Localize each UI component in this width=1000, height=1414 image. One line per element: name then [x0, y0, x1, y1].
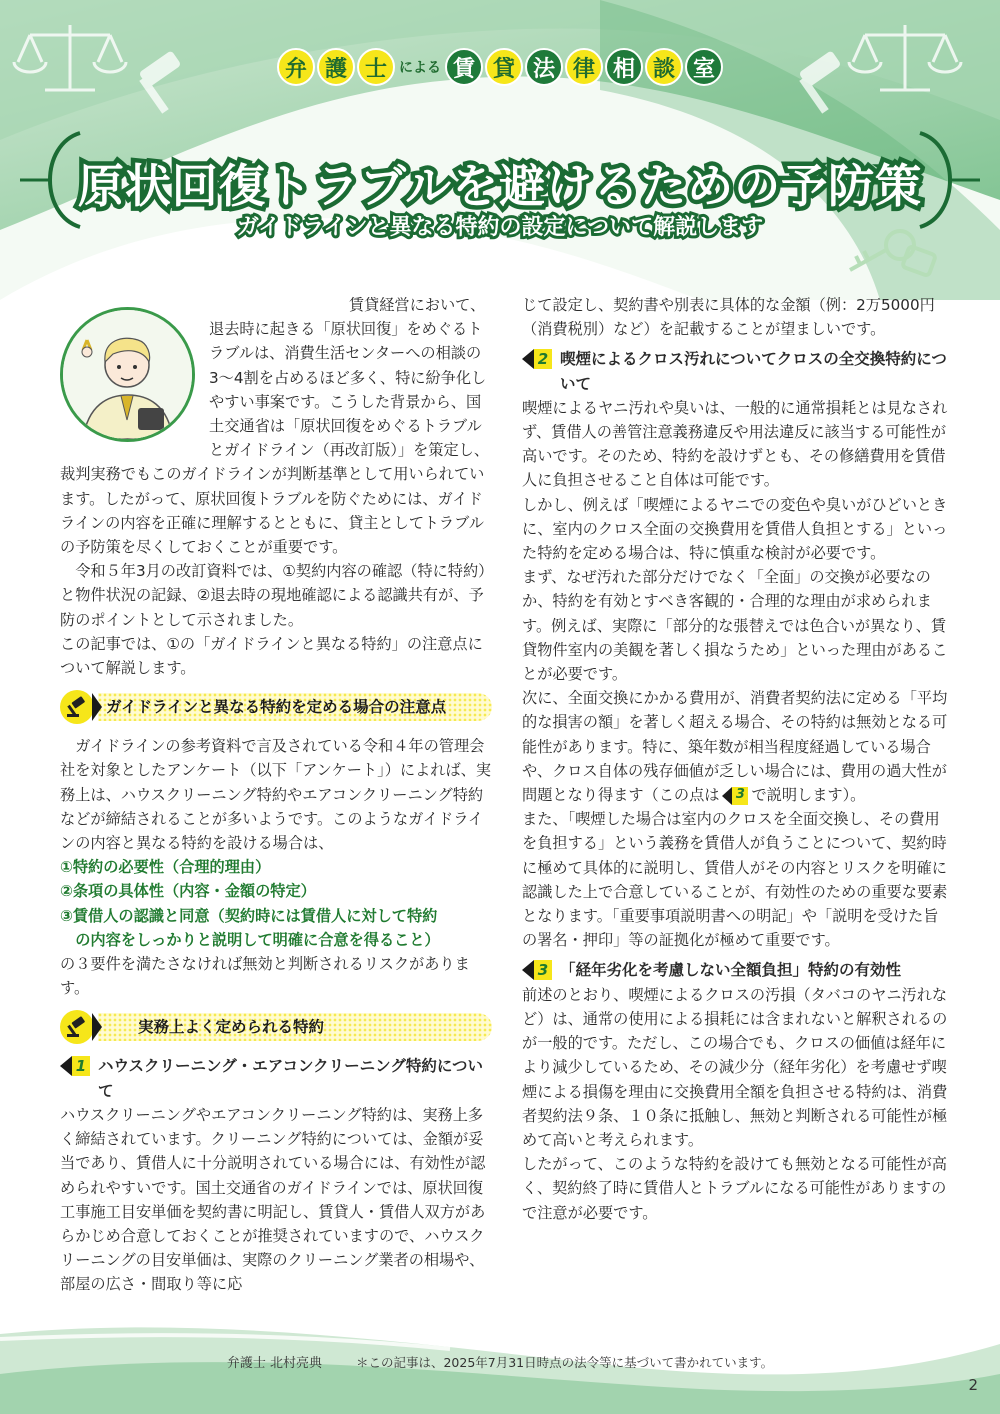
item2-paragraph-5: また、「喫煙した場合は室内のクロスを全面交換し、その費用を負担する」という義務を賃借人が負うことについて、契約時に極めて具体的に説明し、賃借人がその内容とリスクを明確に認識した上で合意していることが、有効性のための重要な要素となります。「重要事項説明書への明記」や「説明を受けた旨の署名・押印」等の証拠化が極めて重要です。 — [522, 810, 948, 950]
section1-paragraph: ガイドラインの参考資料で言及されている令和４年の管理会社を対象としたアンケート（以下「アンケート」）によれば、実務上は、ハウスクリーニング特約やエアコンクリーニング特約などが締結されることが多いようです。このようなガイドラインの内容と異なる特約を設ける場合は、 — [60, 737, 492, 853]
item-heading-text: ハウスクリーニング・エアコンクリーニング特約について — [98, 1057, 484, 1100]
series-char: 護 — [317, 48, 355, 86]
item3-paragraph-2: したがって、このような特約を設けても無効となる可能性が高く、契約終了時に賃借人とトラブルになる可能性がありますので注意が必要です。 — [522, 1155, 947, 1222]
number-tag: 2 — [522, 349, 552, 369]
series-char: 室 — [685, 48, 723, 86]
flag-icon — [92, 1013, 102, 1041]
item-heading-2 — [522, 347, 952, 395]
flag-icon — [92, 693, 102, 721]
requirement-3: ③賃借人の認識と同意（契約時には賃借人に対して特約 — [60, 906, 438, 925]
page-subtitle: ガイドラインと異なる特約の設定について解説します — [236, 215, 764, 240]
series-char: 士 — [357, 48, 395, 86]
intro-paragraph-1: 賃貸経営において、退去時に起きる「原状回復」をめぐるトラブルは、消費生活センターへの相談の3〜4割を占めるほど多く、特に紛争化しやすい事案です。こうした背景から、国土交通省は「原状回復をめぐるトラブルとガイドライン（再改訂版）」を策定し、裁判実務でもこのガイドラインが判断基準として用いられています。したがって、原状回復トラブルを防ぐためには、ガイドラインの内容を正確に理解するとともに、貸主としてトラブルの予防策を尽くしておくことが重要です。 — [60, 296, 490, 557]
item1-paragraph: ハウスクリーニングやエアコンクリーニング特約は、実務上多く締結されています。クリーニング特約については、金額が妥当であり、賃借人に十分説明されている場合には、有効性が認められやすいです。国土交通省のガイドラインでは、原状回復工事施工目安単価を契約書に明記し、賃貸人・賃借人双方があらかじめ合意しておくことが推奨されていますので、ハウスクリーニングの目安単価は、実際のクリーニング業者の相場や、部屋の広さ・間取り等に応 — [60, 1105, 486, 1294]
series-char: 賃 — [445, 48, 483, 86]
item-heading-3 — [522, 958, 952, 982]
series-char: 相 — [605, 48, 643, 86]
page-title: 原状回復トラブルを避けるための予防策 — [77, 159, 923, 213]
requirement-2: ②条項の具体性（内容・金額の特定） — [60, 882, 316, 901]
item-heading-text: 「経年劣化を考慮しない全額負担」特約の有効性 — [560, 961, 902, 980]
lawyer-illustration — [60, 307, 195, 442]
section-heading-text: ガイドラインと異なる特約を定める場合の注意点 — [98, 693, 492, 721]
item2-paragraph-4: 次に、全面交換にかかる費用が、消費者契約法に定める「平均的な損害の額」を著しく超える場合、その特約は無効となる可能性があります。特に、築年数が相当程度経過している場合や、クロス自体の残存価値が乏しい場合には、費用の過大性が問題となり得ます（この点は 3 で説明します）。 — [522, 689, 948, 805]
number-tag: 1 — [60, 1056, 90, 1076]
requirement-3-cont: の内容をしっかりと説明して明確に合意を得ること） — [75, 930, 440, 949]
intro-paragraph-2: 令和５年3月の改訂資料では、①契約内容の確認（特に特約）と物件状況の記録、②退去時の現地確認による認識共有が、予防のポイントとして示されました。 — [60, 562, 486, 629]
series-char: 律 — [565, 48, 603, 86]
right-column — [522, 293, 952, 1225]
gavel-icon — [60, 1010, 94, 1044]
series-connector: による — [399, 60, 441, 76]
item2-paragraph-2: しかし、例えば「喫煙によるヤニでの変色や臭いがひどいときに、室内のクロス全面の交換費用を賃借人負担とする」といった特約を定める場合は、特に慎重な検討が必要です。 — [522, 495, 948, 563]
section-heading-1 — [60, 690, 492, 724]
intro-paragraph-3: この記事では、①の「ガイドラインと異なる特約」の注意点について解説します。 — [60, 634, 483, 678]
series-char: 弁 — [277, 48, 315, 86]
item-heading-text: 喫煙によるクロス汚れについてクロスの全交換特約について — [560, 350, 947, 393]
item2-paragraph-3: まず、なぜ汚れた部分だけでなく「全面」の交換が必要なのか、特約を有効とすべき客観的・合理的な理由が求められます。例えば、実際に「部分的な張替えでは色合いが異なり、賃貸物件室内の美観を著しく損なうため」といった理由があることが必要です。 — [522, 568, 948, 684]
section1-conclusion: の３要件を満たさなければ無効と判断されるリスクがあります。 — [60, 955, 470, 998]
requirement-1: ①特約の必要性（合理的理由） — [60, 858, 271, 877]
continued-paragraph: じて設定し、契約書や別表に具体的な金額（例：2万5000円（消費税別）など）を記載することが望ましいです。 — [522, 296, 935, 339]
page-number: 2 — [968, 1376, 978, 1394]
series-char: 談 — [645, 48, 683, 86]
footer — [0, 1352, 1000, 1371]
left-column — [60, 293, 492, 1297]
number-tag: 3 — [522, 960, 552, 980]
item3-paragraph-1: 前述のとおり、喫煙によるクロスの汚損（タバコのヤニ汚れなど）は、通常の使用による損耗には含まれないと解釈されるのが一般的です。ただし、この場合でも、クロスの価値は経年により減少しているため、その減少分（経年劣化）を考慮せず喫煙による損傷を理由に交換費用全額を負担させる特約は、消費者契約法９条、１０条に抵触し、無効と判断される可能性が極めて高いと考えられます。 — [522, 985, 948, 1149]
section-heading-2 — [60, 1010, 492, 1044]
series-char: 法 — [525, 48, 563, 86]
item-heading-1 — [60, 1054, 492, 1102]
series-banner — [0, 48, 1000, 86]
footer-note: ＊この記事は、2025年7月31日時点の法令等に基づいて書かれています。 — [355, 1355, 774, 1370]
reference-tag: 3 — [722, 787, 748, 805]
author-credit: 弁護士 北村亮典 — [226, 1356, 322, 1371]
series-char: 貸 — [485, 48, 523, 86]
item2-paragraph-1: 喫煙によるヤニ汚れや臭いは、一般的に通常損耗とは見なされず、賃借人の善管注意義務違反や用法違反に該当する可能性が高いです。そのため、特約を設けずとも、その修繕費用を賃借人に負担させること自体は可能です。 — [522, 398, 948, 490]
section-heading-text: 実務上よく定められる特約 — [98, 1013, 492, 1041]
gavel-icon — [60, 690, 94, 724]
